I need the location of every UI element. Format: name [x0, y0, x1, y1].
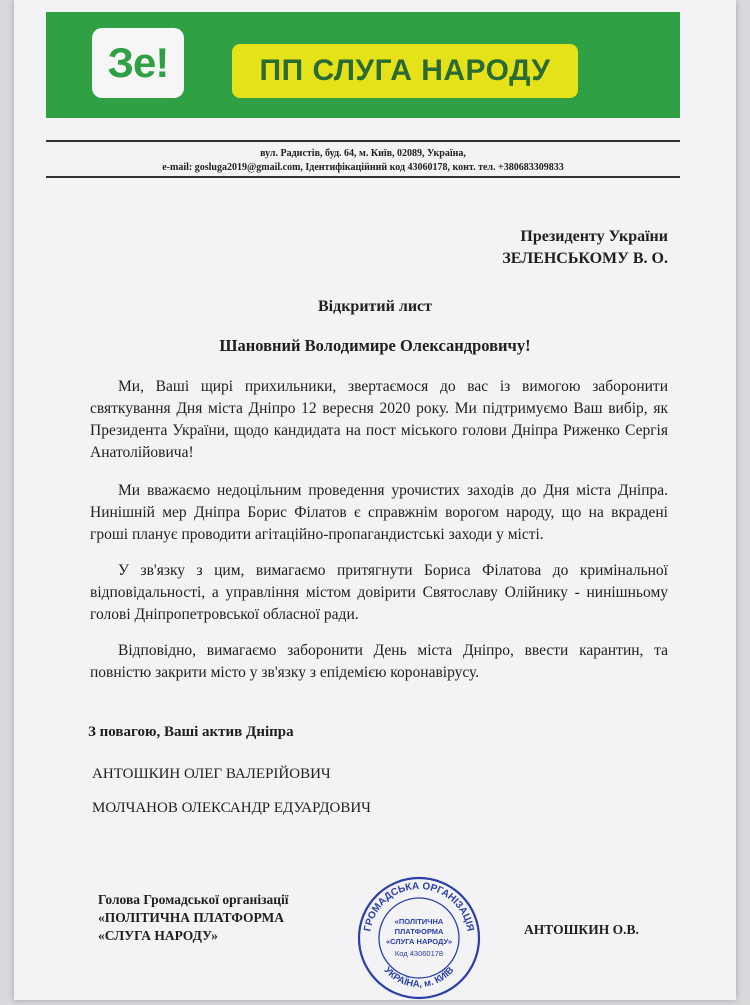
stamp-inner-line-3: «СЛУГА НАРОДУ»	[385, 937, 453, 946]
paragraph-1: Ми, Ваші щирі прихильники, звертаємося до вас із вимогою заборонити святкування Дня міста Дніпро 12 вересня 2020 року. Ми підтримуємо Ваш вибір, як Президента України, щодо кандидата на пост міського голови Дніпра Риженко Сергія Анатолійовича!	[90, 378, 668, 461]
paragraph-4: Відповідно, вимагаємо заборонити День міста Дніпро, ввести карантин, та повністю закрити місто у зв'язку з епідемією коронавірусу.	[90, 642, 668, 681]
organization-stamp	[352, 876, 486, 1000]
paragraph-3: У зв'язку з цим, вимагаємо притягнути Бориса Філатова до кримінальної відповідальності, а управління містом довірити Святославу Олійнику - нинішньому голові Дніпропетровської обласної ради.	[90, 562, 668, 623]
header-rule-top	[46, 140, 680, 142]
letter-title: Відкритий лист	[318, 298, 432, 315]
recipient-name: ЗЕЛЕНСЬКОМУ В. О.	[502, 250, 668, 267]
closing-line: З повагою, Ваші актив Дніпра	[88, 724, 294, 740]
address-line: вул. Радистів, буд. 64, м. Київ, 02089, Україна,	[260, 148, 466, 159]
stamp-bottom-text: УКРАЇНА, м. КИЇВ	[381, 964, 457, 991]
paragraph-2: Ми вважаємо недоцільним проведення урочистих заходів до Дня міста Дніпра. Нинішній мер Дніпра Борис Філатов є справжнім ворогом народу, що на вкрадені гроші планує проводити агітаційно-пропагандистські заходи у місті.	[90, 482, 668, 543]
contact-line: e-mail: gosluga2019@gmail.com, Ідентифікаційний код 43060178, конт. тел. +380683309833	[162, 162, 564, 173]
signatory-2: МОЛЧАНОВ ОЛЕКСАНДР ЕДУАРДОВИЧ	[92, 800, 371, 816]
party-name-box: ПП СЛУГА НАРОДУ	[232, 44, 578, 98]
party-logo: Зе!	[92, 28, 184, 98]
signer-name: АНТОШКИН О.В.	[524, 922, 639, 937]
stamp-inner-line-2: ПЛАТФОРМА	[394, 927, 444, 936]
stamp-code-line: Код 43060178	[394, 949, 444, 958]
stamp-inner-line-1: «ПОЛІТИЧНА	[394, 917, 444, 926]
salutation: Шановний Володимире Олександровичу!	[219, 336, 531, 355]
recipient-title: Президенту України	[520, 228, 668, 245]
header-rule-bottom	[46, 176, 680, 178]
stamp-outer-text: ГРОМАДСЬКА ОРГАНІЗАЦІЯ	[362, 880, 476, 933]
signatory-1: АНТОШКИН ОЛЕГ ВАЛЕРІЙОВИЧ	[92, 766, 331, 782]
position-line-1: Голова Громадської організації	[98, 892, 289, 907]
position-line-2: «ПОЛІТИЧНА ПЛАТФОРМА	[98, 910, 285, 925]
position-line-3: «СЛУГА НАРОДУ»	[98, 928, 218, 943]
